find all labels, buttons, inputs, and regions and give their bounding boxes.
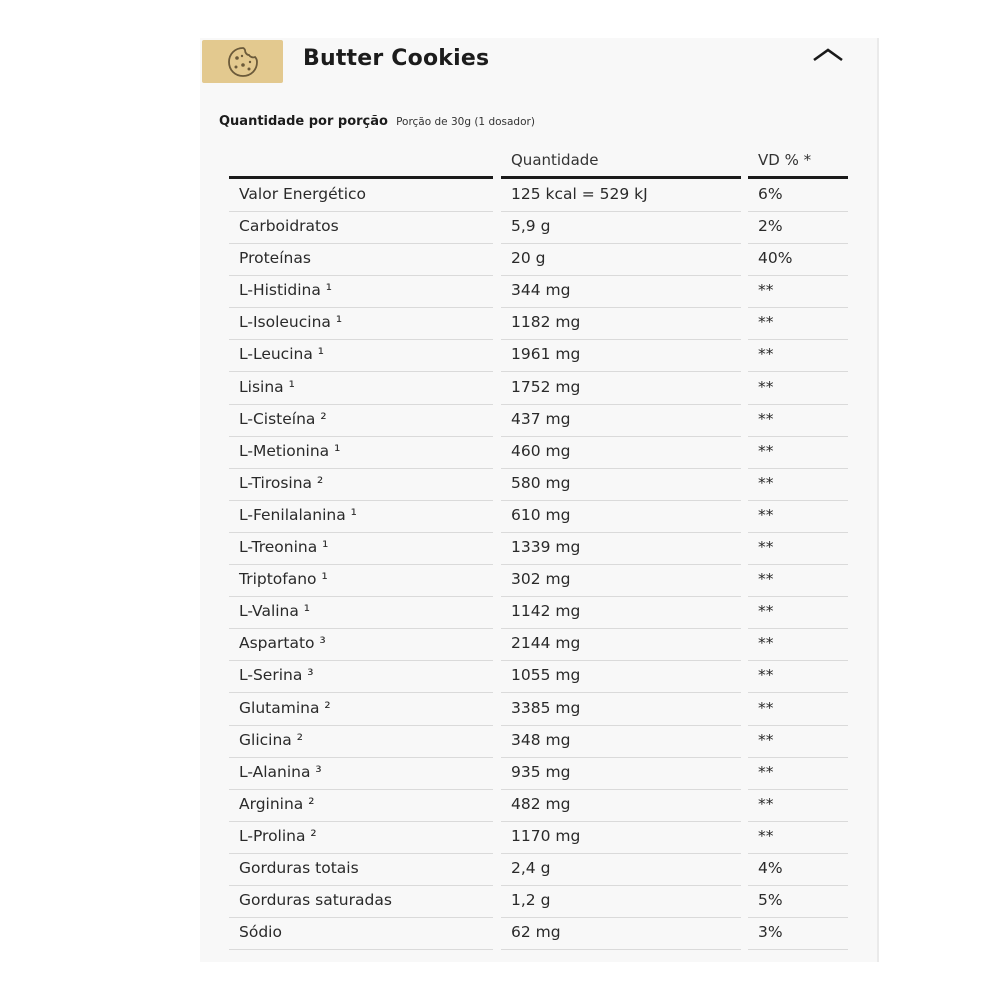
nutrient-dv-cell: ** [748,373,848,405]
table-row [200,373,879,405]
nutrient-name-cell: L-Histidina ¹ [229,276,493,308]
table-row [200,790,879,822]
nutrient-dv-cell: 2% [748,212,848,244]
nutrient-amount-cell: 1,2 g [501,886,741,918]
nutrient-dv-cell: 40% [748,244,848,276]
nutrient-name-cell: Arginina ² [229,790,493,822]
nutrient-amount-cell: 610 mg [501,501,741,533]
nutrient-amount-cell: 62 mg [501,918,741,950]
nutrient-name-cell: L-Fenilalanina ¹ [229,501,493,533]
nutrient-name-cell: Lisina ¹ [229,373,493,405]
serving-label: Quantidade por porção [219,114,388,129]
nutrient-dv-cell: ** [748,694,848,726]
nutrient-amount-cell: 348 mg [501,726,741,758]
nutrient-dv-cell: ** [748,565,848,597]
table-row [200,276,879,308]
nutrient-dv-cell: ** [748,726,848,758]
nutrient-dv-cell: ** [748,597,848,629]
nutrient-dv-cell: ** [748,661,848,693]
nutrient-name-cell: L-Valina ¹ [229,597,493,629]
nutrient-amount-cell: 460 mg [501,437,741,469]
nutrient-dv-cell: ** [748,308,848,340]
nutrient-amount-cell: 437 mg [501,405,741,437]
nutrient-name-cell: Gorduras totais [229,854,493,886]
nutrient-amount-cell: 935 mg [501,758,741,790]
nutrient-dv-cell: 3% [748,918,848,950]
table-header [200,150,879,178]
nutrition-accordion-panel [200,38,879,962]
collapse-toggle[interactable] [808,42,848,70]
nutrient-name-cell: Triptofano ¹ [229,565,493,597]
nutrient-amount-cell: 2,4 g [501,854,741,886]
nutrient-dv-cell: ** [748,533,848,565]
nutrition-table-body [200,180,879,950]
nutrient-amount-cell: 20 g [501,244,741,276]
nutrient-amount-cell: 1170 mg [501,822,741,854]
serving-value: Porção de 30g (1 dosador) [396,116,535,128]
accordion-title: Butter Cookies [303,46,490,71]
column-header-dv: VD % * [748,150,848,179]
nutrient-name-cell: L-Alanina ³ [229,758,493,790]
nutrient-amount-cell: 344 mg [501,276,741,308]
nutrient-name-cell: Sódio [229,918,493,950]
nutrient-amount-cell: 580 mg [501,469,741,501]
nutrient-name-cell: L-Cisteína ² [229,405,493,437]
table-row [200,405,879,437]
chevron-up-icon [808,42,848,70]
table-row [200,918,879,950]
nutrient-dv-cell: ** [748,790,848,822]
serving-info [219,110,535,129]
table-row [200,661,879,693]
nutrient-dv-cell: ** [748,758,848,790]
nutrient-name-cell: Glutamina ² [229,694,493,726]
nutrient-name-cell: Carboidratos [229,212,493,244]
nutrient-name-cell: L-Prolina ² [229,822,493,854]
nutrient-amount-cell: 1961 mg [501,340,741,372]
nutrient-amount-cell: 1752 mg [501,373,741,405]
nutrient-dv-cell: ** [748,629,848,661]
nutrient-name-cell: Glicina ² [229,726,493,758]
nutrient-dv-cell: ** [748,501,848,533]
nutrient-amount-cell: 482 mg [501,790,741,822]
nutrient-dv-cell: ** [748,437,848,469]
column-header-nutrient [229,150,493,179]
nutrient-amount-cell: 5,9 g [501,212,741,244]
nutrient-amount-cell: 302 mg [501,565,741,597]
table-row [200,180,879,212]
nutrient-dv-cell: ** [748,822,848,854]
nutrient-dv-cell: ** [748,340,848,372]
nutrient-dv-cell: 6% [748,180,848,212]
nutrient-amount-cell: 1339 mg [501,533,741,565]
table-row [200,822,879,854]
table-row [200,501,879,533]
cookie-icon [225,45,261,79]
nutrient-amount-cell: 1142 mg [501,597,741,629]
table-row [200,437,879,469]
table-row [200,533,879,565]
nutrient-name-cell: Aspartato ³ [229,629,493,661]
table-row [200,212,879,244]
table-row [200,758,879,790]
nutrient-name-cell: Gorduras saturadas [229,886,493,918]
table-row [200,469,879,501]
nutrient-amount-cell: 1055 mg [501,661,741,693]
table-row [200,597,879,629]
nutrient-name-cell: L-Treonina ¹ [229,533,493,565]
nutrient-amount-cell: 125 kcal = 529 kJ [501,180,741,212]
nutrient-dv-cell: 4% [748,854,848,886]
column-header-quantity: Quantidade [501,150,741,179]
flavor-icon-box [202,40,283,83]
nutrient-dv-cell: ** [748,469,848,501]
table-row [200,340,879,372]
table-row [200,565,879,597]
nutrient-amount-cell: 1182 mg [501,308,741,340]
nutrient-amount-cell: 2144 mg [501,629,741,661]
nutrient-name-cell: L-Leucina ¹ [229,340,493,372]
nutrient-amount-cell: 3385 mg [501,694,741,726]
nutrient-name-cell: Valor Energético [229,180,493,212]
accordion-header[interactable] [200,38,879,84]
nutrient-name-cell: L-Metionina ¹ [229,437,493,469]
table-row [200,244,879,276]
table-row [200,886,879,918]
table-row [200,308,879,340]
nutrient-name-cell: L-Isoleucina ¹ [229,308,493,340]
nutrient-dv-cell: 5% [748,886,848,918]
table-row [200,629,879,661]
nutrient-dv-cell: ** [748,405,848,437]
nutrient-dv-cell: ** [748,276,848,308]
table-row [200,854,879,886]
table-row [200,726,879,758]
table-row [200,694,879,726]
nutrient-name-cell: L-Tirosina ² [229,469,493,501]
nutrient-name-cell: L-Serina ³ [229,661,493,693]
nutrient-name-cell: Proteínas [229,244,493,276]
